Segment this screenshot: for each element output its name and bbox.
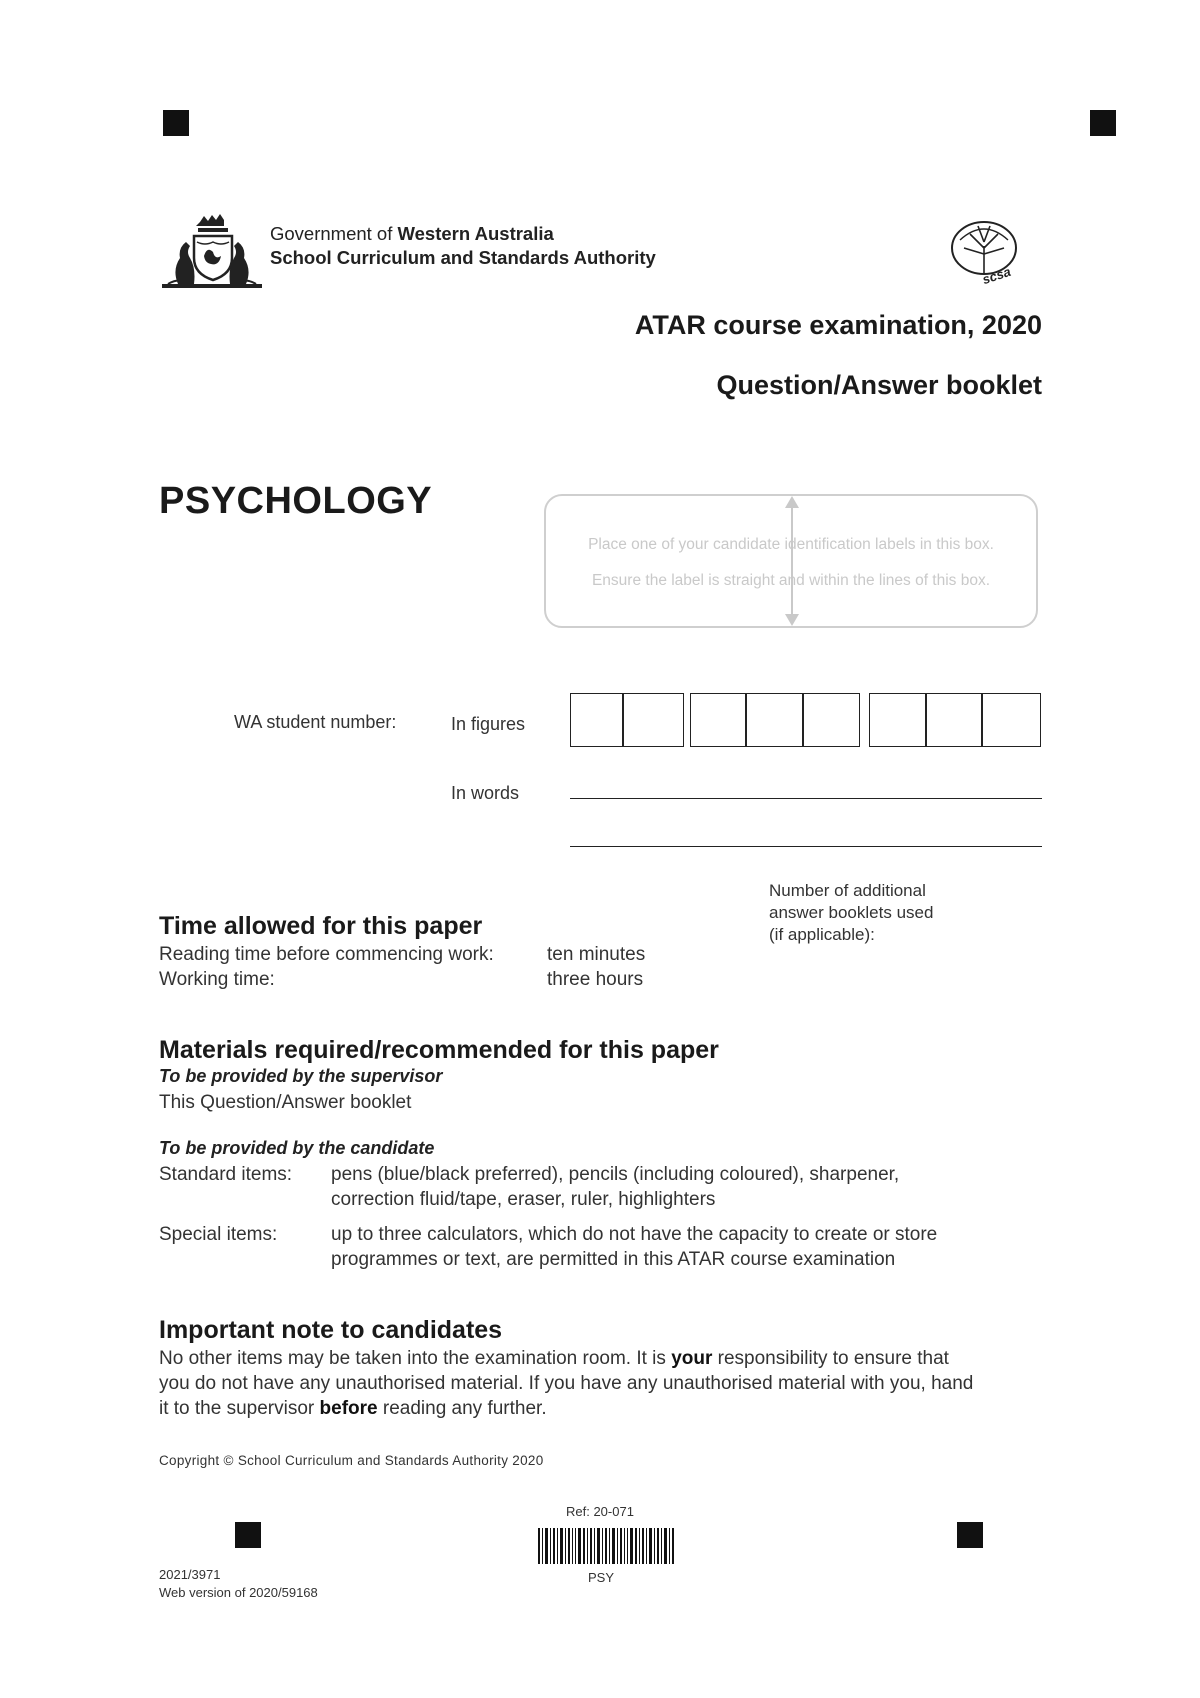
student-number-digit-8[interactable] — [981, 693, 1041, 747]
additional-booklets-label: Number of additional answer booklets used (if applicable): — [769, 881, 934, 944]
student-number-digit-4[interactable] — [745, 693, 804, 747]
document-numbers: 2021/3971 Web version of 2020/59168 — [159, 1567, 318, 1600]
working-time-label: Working time: — [159, 969, 275, 990]
scsa-logo-text: scsa — [980, 263, 1013, 288]
special-items-label: Special items: — [159, 1224, 278, 1245]
supervisor-item: This Question/Answer booklet — [159, 1092, 412, 1113]
in-words-label: In words — [451, 783, 520, 803]
barcode-icon — [538, 1528, 674, 1564]
wa-coat-of-arms-logo — [160, 212, 264, 290]
working-time-value: three hours — [547, 969, 644, 990]
reading-time-label: Reading time before commencing work: — [159, 944, 494, 965]
student-number-digit-3[interactable] — [690, 693, 747, 747]
government-heading: Government of Western Australia School Curriculum and Standards Authority — [270, 223, 656, 268]
student-number-digit-1[interactable] — [570, 693, 624, 747]
registration-mark-top-right — [1090, 110, 1116, 136]
time-allowed-heading: Time allowed for this paper — [159, 912, 483, 940]
reading-time-value: ten minutes — [547, 944, 646, 965]
in-words-line-2[interactable] — [570, 846, 1042, 847]
in-figures-label: In figures — [451, 714, 526, 734]
registration-mark-top-left — [163, 110, 189, 136]
standard-items-label: Standard items: — [159, 1164, 293, 1185]
registration-mark-bottom-left — [235, 1522, 261, 1548]
candidate-label-box[interactable] — [544, 494, 1038, 628]
supervisor-heading: To be provided by the supervisor — [159, 1066, 443, 1086]
label-box-instruction-1: Place one of your candidate identification labels in this box. — [588, 536, 994, 553]
copyright-notice: Copyright © School Curriculum and Standards Authority 2020 — [159, 1453, 544, 1468]
candidate-heading: To be provided by the candidate — [159, 1138, 435, 1158]
important-note-text: No other items may be taken into the examination room. It is your responsibility to ensure that you do not have any unauthorised material. If you have any unauthorised material with you, hand it to the supervisor before reading any further. — [159, 1348, 974, 1419]
materials-heading: Materials required/recommended for this paper — [159, 1036, 719, 1064]
student-number-label: WA student number: — [234, 712, 397, 732]
student-number-digit-2[interactable] — [622, 693, 684, 747]
arrow-up-icon — [785, 496, 799, 508]
label-box-guide-line — [791, 504, 793, 620]
scsa-logo — [948, 218, 1028, 290]
student-number-digit-6[interactable] — [869, 693, 927, 747]
arrow-down-icon — [785, 614, 799, 626]
exam-title: ATAR course examination, 2020 — [634, 310, 1042, 340]
student-number-digit-7[interactable] — [925, 693, 983, 747]
label-box-instruction-2: Ensure the label is straight and within the lines of this box. — [591, 572, 991, 589]
registration-mark-bottom-right — [957, 1522, 983, 1548]
reference-code: Ref: 20-071 — [566, 1504, 634, 1519]
additional-booklets-field[interactable] — [900, 924, 960, 946]
subject-title: PSYCHOLOGY — [159, 480, 433, 522]
special-items-value: up to three calculators, which do not have the capacity to create or store programmes or text, are permitted in this ATAR course examination — [331, 1224, 938, 1270]
student-number-digit-5[interactable] — [802, 693, 860, 747]
subject-code: PSY — [588, 1570, 615, 1585]
booklet-title: Question/Answer booklet — [716, 370, 1042, 400]
in-words-line-1[interactable] — [570, 798, 1042, 799]
standard-items-value: pens (blue/black preferred), pencils (including coloured), sharpener, correction fluid/tape, eraser, ruler, highlighters — [331, 1164, 900, 1210]
important-note-heading: Important note to candidates — [159, 1316, 503, 1344]
